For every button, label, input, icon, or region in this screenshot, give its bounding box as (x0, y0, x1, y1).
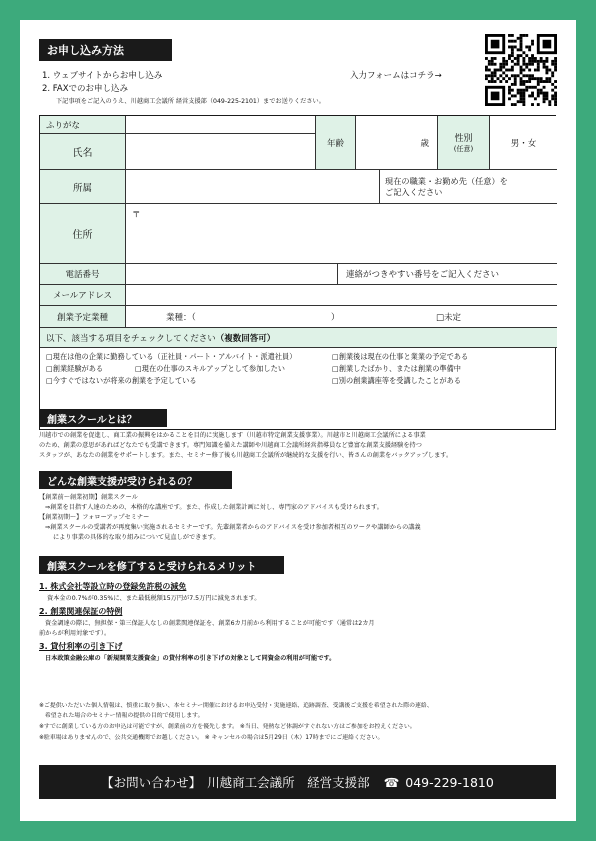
address-input[interactable] (126, 204, 557, 264)
school-body-2: のため、創業の意思があればどなたでも受講できます。専門知識を備えた講師や川越商工会議所経営指導員など豊富な創業支援経験を持つ (39, 442, 422, 449)
apply-method-fax: 2. FAXでのお申し込み (42, 84, 129, 94)
merit1-desc: 資本金の0.7%が0.35%に、また最低税額15万円が7.5万円に減免されます。 (47, 595, 261, 602)
check-just-started[interactable]: □創業したばかり、または創業の準備中 (332, 364, 461, 373)
gender-label: 性別 (任意) (438, 116, 490, 170)
merit1-title: 1. 株式会社等設立時の登録免許税の減免 (39, 582, 187, 591)
postal-mark: 〒 (132, 210, 141, 220)
merit2-title: 2. 創業関連保証の特例 (39, 607, 123, 616)
check-skill-up[interactable]: □現在の仕事のスキルアップとして参加したい (135, 364, 285, 373)
email-label: メールアドレス (40, 285, 126, 306)
merits-heading: 創業スクールを修了すると受けられるメリット (39, 556, 284, 574)
phone-label: 電話番号 (40, 264, 126, 285)
note-privacy-1: ※ご提供いただいた個人情報は、慎重に取り扱い、本セミナー開催におけるお申込受付・実施連絡、追跡調査、受講後ご支援を希望された際の連絡、 (39, 703, 433, 709)
business-type-label: 創業予定業種 (40, 306, 126, 328)
check-heading: 以下、該当する項目をチェックしてください （複数回答可） (40, 328, 557, 348)
school-body-3: スタッフが、あなたの創業をサポートします。また、セミナー修了後も川越商工会議所が継続的な支援を行い、皆さんの創業をバックアップします。 (39, 452, 453, 459)
note-parking: ※駐車場はありませんので、公共交通機関でお越しください。 ※ キャンセルの場合は5月29日（木）17時までにご連絡ください。 (39, 735, 384, 741)
merit2-desc-2: 前からが利用対象です）。 (39, 630, 111, 637)
name-input[interactable] (126, 134, 316, 170)
furigana-input[interactable] (126, 116, 316, 134)
age-label: 年齢 (316, 116, 356, 170)
check-other-course[interactable]: □別の創業講座等を受講したことがある (332, 376, 461, 385)
gender-options[interactable]: 男・女 (490, 116, 557, 170)
business-type-input[interactable] (126, 306, 557, 328)
email-input[interactable] (126, 285, 557, 306)
contact-label: 【お問い合わせ】 (101, 775, 202, 790)
phone-input[interactable] (126, 264, 338, 285)
industry-label: 業種：（ (166, 312, 196, 323)
furigana-label: ふりがな (40, 116, 126, 134)
school-heading: 創業スクールとは？ (39, 409, 167, 427)
support-item1-title: 【創業前～創業初期】創業スクール (39, 494, 138, 501)
phone-icon: ☎ (383, 774, 400, 790)
support-heading: どんな創業支援が受けられるの？ (39, 471, 232, 489)
merit2-desc-1: 資金調達の際に、無担保・第三保証人なしの創業関連保証を、創業6カ月前から利用することが可能です（通常は2カ月 (45, 620, 375, 627)
age-unit: 歳 (420, 138, 429, 149)
merit3-desc: 日本政策金融公庫の「新規開業支援資金」の貸付利率の引き下げの対象として同資金の利用が可能です。 (45, 655, 336, 662)
check-list (40, 348, 557, 386)
phone-hint: 連絡がつきやすい番号をご記入ください (338, 264, 557, 285)
affiliation-hint: 現在の職業・お勤め先（任意）を ご記入ください (380, 170, 557, 204)
note-privacy-2: 希望された場合のセミナー情報の提供の目的で使用します。 (39, 713, 204, 719)
contact-org: 川越商工会議所 経営支援部 (207, 775, 370, 790)
support-item2-desc-2: により事業の具体的な取り組みについて見直しができます。 (53, 534, 220, 541)
check-experience[interactable]: □創業経験がある (46, 364, 104, 373)
affiliation-input[interactable] (126, 170, 380, 204)
note-priority: ※すでに創業している方のお申込は可能ですが、創業前の方を優先します。 ※当日、発熱など体調がすぐれない方はご参加をお控えください。 (39, 724, 416, 730)
fax-note: 下記事項をご記入のうえ、川越商工会議所 経営支援部（049-225-2101）までお送りください。 (56, 98, 325, 105)
check-employed[interactable]: □現在は他の企業に勤務している（正社員・パート・アルバイト・派遣社員） (46, 352, 297, 361)
school-body-1: 川越市での創業を促進し、商工業の振興をはかることを目的に実施します（川越市特定創業支援事業）。川越市と川越商工会議所による事業 (39, 432, 426, 439)
support-item1-desc: ⇒創業を目指す人達のための、本格的な講座です。また、作成した創業計画に対し、専門家のアドバイスも受けられます。 (45, 504, 383, 511)
flyer-sheet (20, 20, 576, 821)
qr-code[interactable] (485, 34, 557, 106)
apply-method-web: 1. ウェブサイトからお申し込み (42, 71, 163, 81)
apply-heading: お申し込み方法 (39, 39, 172, 61)
merit3-title: 3. 貸付利率の引き下げ (39, 642, 123, 651)
contact-phone[interactable]: 049-229-1810 (405, 774, 494, 790)
support-item2-desc-1: ⇒創業スクールの受講者が再度集い実施されるセミナーです。先輩創業者からのアドバイスを受け参加者相互のワークや講師からの講義 (45, 524, 421, 531)
support-item2-title: 【創業初期～】フォローアップセミナー (39, 514, 150, 521)
check-continue-job[interactable]: □創業後は現在の仕事と業業の予定である (332, 352, 469, 361)
input-form-link[interactable]: 入力フォームはコチラ→ (350, 71, 442, 81)
age-input[interactable] (356, 116, 438, 170)
address-label: 住所 (40, 204, 126, 264)
name-label: 氏名 (40, 134, 126, 170)
check-future[interactable]: □今すぐではないが将来の創業を予定している (46, 376, 197, 385)
undecided-checkbox[interactable]: □未定 (436, 312, 462, 323)
affiliation-label: 所属 (40, 170, 126, 204)
qr-code-graphic (485, 34, 557, 106)
contact-footer (39, 765, 556, 799)
industry-close: ） (331, 312, 340, 323)
application-form (39, 115, 556, 430)
